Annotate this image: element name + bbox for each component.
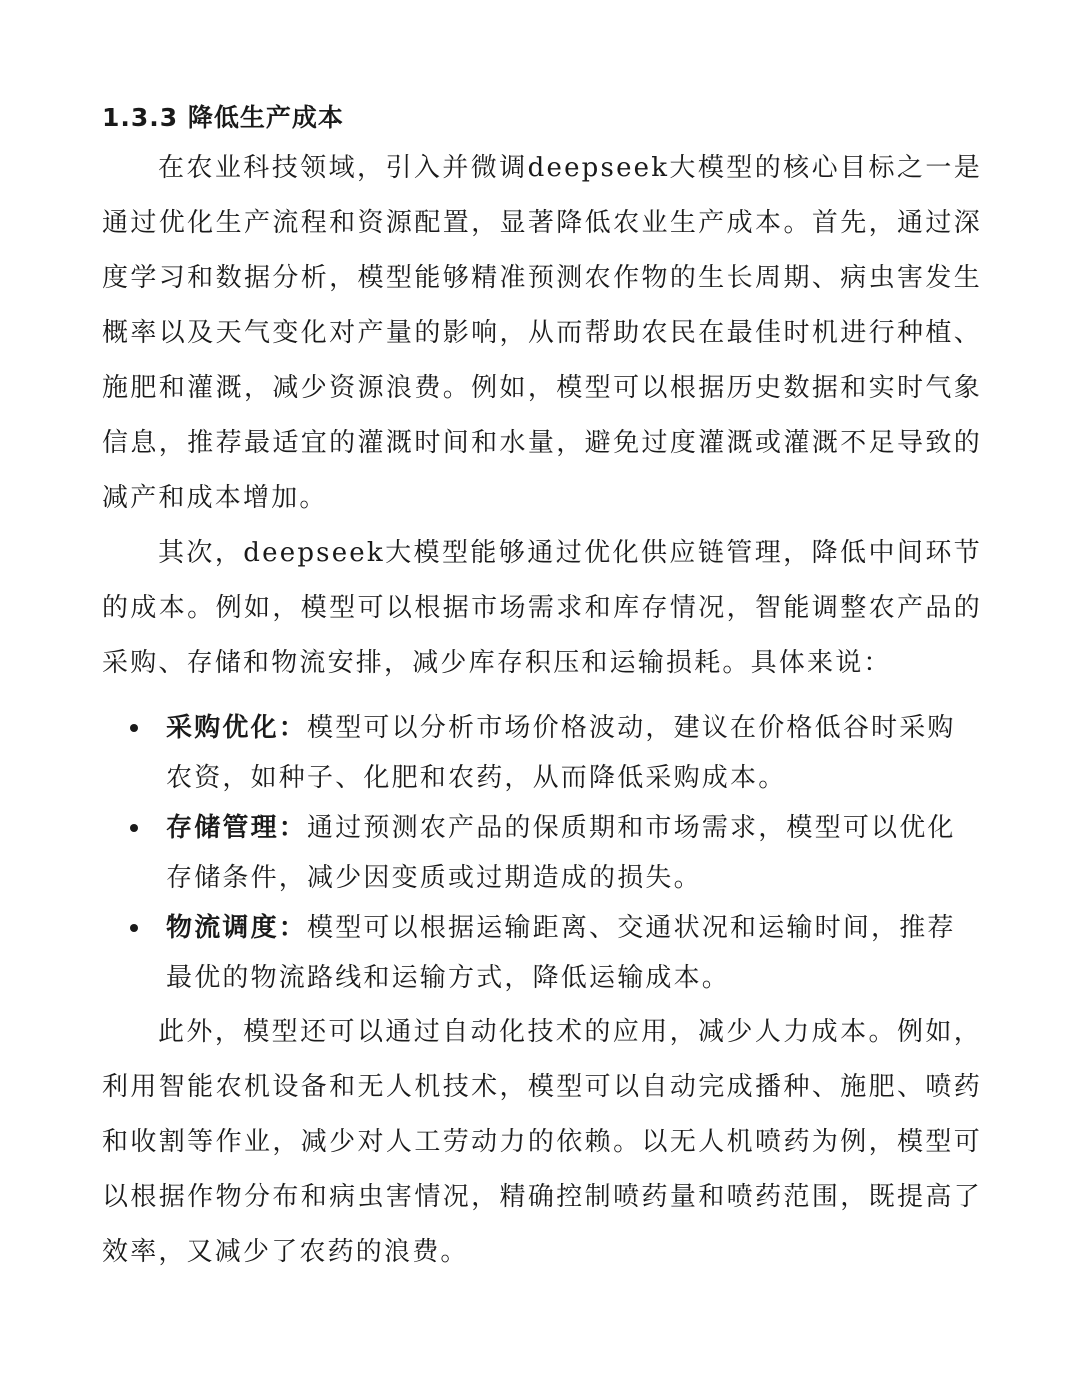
section-heading: 1.3.3 降低生产成本 [102, 103, 344, 132]
list-item-text: 通过预测农产品的保质期和市场需求，模型可以优化存储条件，减少因变质或过期造成的损失。 [166, 813, 956, 893]
paragraph-automation: 此外，模型还可以通过自动化技术的应用，减少人力成本。例如，利用智能农机设备和无人机技术，模型可以自动完成播种、施肥、喷药和收割等作业，减少对人工劳动力的依赖。以无人机喷药为例，模型可以根据作物分布和病虫害情况，精确控制喷药量和喷药范围，既提高了效率，又减少了农药的浪费。 [102, 1017, 982, 1267]
list-item-text: 模型可以根据运输距离、交通状况和运输时间，推荐最优的物流路线和运输方式，降低运输成本。 [166, 913, 956, 993]
bullet-dot-icon [130, 824, 138, 832]
cost-reduction-list [102, 703, 982, 1003]
list-item-logistics [102, 903, 982, 1003]
list-item-text: 模型可以分析市场价格波动，建议在价格低谷时采购农资，如种子、化肥和农药，从而降低采购成本。 [166, 713, 956, 793]
bullet-dot-icon [130, 724, 138, 732]
list-item-term: 采购优化： [166, 713, 308, 743]
paragraph-supply-chain: 其次，deepseek大模型能够通过优化供应链管理，降低中间环节的成本。例如，模型可以根据市场需求和库存情况，智能调整农产品的采购、存储和物流安排，减少库存积压和运输损耗。具体来说： [102, 538, 982, 678]
document-page [102, 96, 982, 1280]
list-item-storage [102, 803, 982, 903]
paragraph-intro: 在农业科技领域，引入并微调deepseek大模型的核心目标之一是通过优化生产流程和资源配置，显著降低农业生产成本。首先，通过深度学习和数据分析，模型能够精准预测农作物的生长周期、病虫害发生概率以及天气变化对产量的影响，从而帮助农民在最佳时机进行种植、施肥和灌溉，减少资源浪费。例如，模型可以根据历史数据和实时气象信息，推荐最适宜的灌溉时间和水量，避免过度灌溉或灌溉不足导致的减产和成本增加。 [102, 153, 982, 513]
list-item-term: 存储管理： [166, 813, 308, 843]
list-item-procurement [102, 703, 982, 803]
bullet-dot-icon [130, 924, 138, 932]
list-item-term: 物流调度： [166, 913, 308, 943]
